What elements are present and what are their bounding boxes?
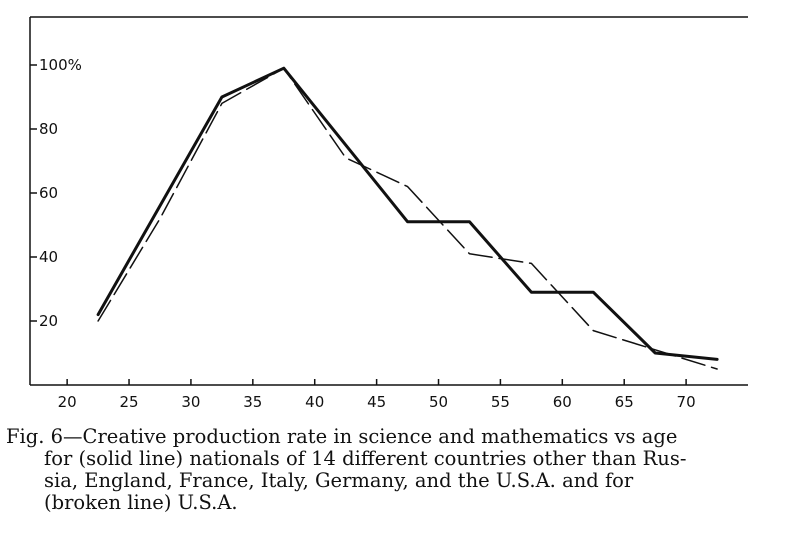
x-tick-label: 40 — [305, 393, 325, 411]
x-tick-label: 50 — [428, 393, 449, 411]
x-tick-label: 25 — [119, 393, 139, 411]
y-tick-label: 20 — [39, 312, 59, 330]
x-tick-label: 45 — [367, 393, 387, 411]
figure-caption — [6, 426, 796, 514]
series-layer — [98, 68, 717, 369]
series-line-solid — [98, 68, 717, 359]
caption-line-3: sia, England, France, Italy, Germany, and the U.S.A. and for — [44, 469, 634, 492]
x-axis-ticks — [58, 379, 696, 411]
x-tick-label: 30 — [181, 393, 201, 411]
x-tick-label: 60 — [552, 393, 572, 411]
y-tick-label: 60 — [39, 184, 59, 202]
y-tick-label: 80 — [39, 120, 59, 138]
x-tick-label: 20 — [57, 393, 77, 411]
caption-line-4: (broken line) U.S.A. — [44, 491, 238, 514]
y-axis-ticks — [30, 56, 82, 330]
x-tick-label: 35 — [243, 393, 263, 411]
caption-line-1: Fig. 6—Creative production rate in science and mathematics vs age — [6, 425, 678, 448]
x-tick-label: 55 — [490, 393, 510, 411]
caption-line-2: for (solid line) nationals of 14 different countries other than Rus- — [44, 447, 687, 470]
x-tick-label: 65 — [614, 393, 634, 411]
y-tick-label: 100% — [39, 56, 82, 74]
x-tick-label: 70 — [676, 393, 696, 411]
y-tick-label: 40 — [39, 248, 59, 266]
